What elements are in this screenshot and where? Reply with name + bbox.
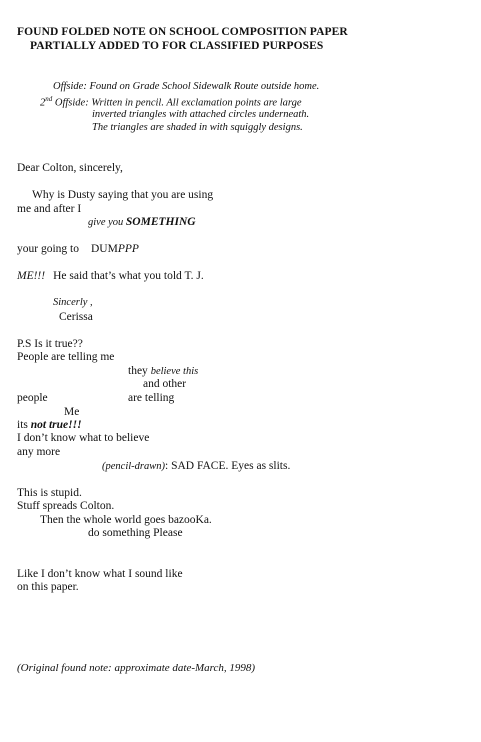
letter-line: your going to DUMPPP <box>17 243 139 255</box>
footer-note: (Original found note: approximate date-March, 1998) <box>17 662 256 674</box>
postscript-line: any more <box>17 446 61 458</box>
postscript-line: P.S Is it true?? <box>17 338 83 350</box>
closing-line: on this paper. <box>17 581 79 593</box>
postscript-line: (pencil-drawn): SAD FACE. Eyes as slits. <box>102 460 291 472</box>
offside-note-2: 2nd Offside: Written in pencil. All exclamation points are large <box>40 95 302 109</box>
postscript-line: and other <box>143 378 187 390</box>
closing-line: do something Please <box>88 527 183 539</box>
postscript-line: are telling <box>128 392 175 404</box>
document-title-line-2: PARTIALLY ADDED TO FOR CLASSIFIED PURPOSES <box>30 40 324 52</box>
offside-note-4: The triangles are shaded in with squiggly designs. <box>92 122 303 133</box>
letter-line: me and after I <box>17 203 82 215</box>
greeting: Dear Colton, sincerely, <box>17 162 123 174</box>
postscript-line: Me <box>64 406 80 418</box>
closing-line: Like I don’t know what I sound like <box>17 568 183 580</box>
postscript-line: they believe this <box>128 365 199 377</box>
postscript-line: People are telling me <box>17 351 115 363</box>
letter-line: ME!!! He said that’s what you told T. J. <box>17 270 204 282</box>
closing-line: This is stupid. <box>17 487 82 499</box>
letter-line: give you SOMETHING <box>88 216 196 228</box>
postscript-line: I don’t know what to believe <box>17 432 150 444</box>
letter-line: Why is Dusty saying that you are using <box>32 189 214 201</box>
document-title-line-1: FOUND FOLDED NOTE ON SCHOOL COMPOSITION PAPER <box>17 26 348 38</box>
offside-note-1: Offside: Found on Grade School Sidewalk Route outside home. <box>53 81 320 92</box>
postscript-line: its not true!!! <box>17 419 82 431</box>
signature-closing: Sincerly , <box>53 297 93 308</box>
offside-note-3: inverted triangles with attached circles underneath. <box>92 109 310 120</box>
closing-line: Then the whole world goes bazooKa. <box>40 514 212 526</box>
postscript-line: people <box>17 392 48 404</box>
signature-name: Cerissa <box>59 311 93 323</box>
closing-line: Stuff spreads Colton. <box>17 500 115 512</box>
